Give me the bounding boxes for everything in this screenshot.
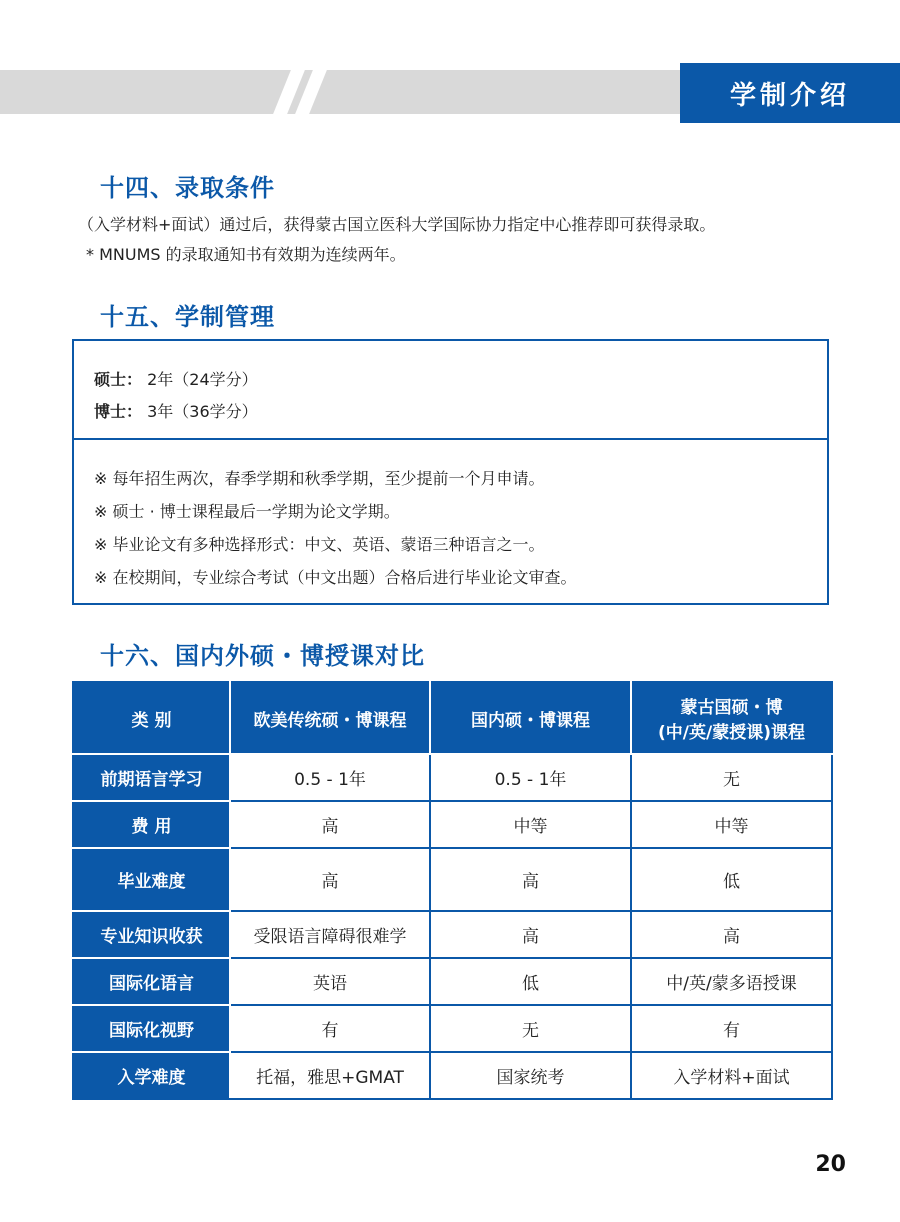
table-cell: 高 xyxy=(230,801,430,848)
header-band xyxy=(0,70,680,114)
comparison-table xyxy=(72,681,833,1100)
table-cell: 受限语言障碍很难学 xyxy=(230,911,430,958)
table-cell: 国家统考 xyxy=(430,1052,631,1099)
column-header: 类 别 xyxy=(73,682,230,754)
row-header: 专业知识收获 xyxy=(73,911,230,958)
heading-admission: 十四、录取条件 xyxy=(100,174,275,202)
column-header-line: 蒙古国硕・博 xyxy=(680,698,783,718)
table-cell: 无 xyxy=(631,754,832,801)
row-header: 国际化视野 xyxy=(73,1005,230,1052)
master-label: 硕士： xyxy=(94,370,143,389)
table-row xyxy=(73,848,832,911)
table-cell: 高 xyxy=(230,848,430,911)
row-header: 毕业难度 xyxy=(73,848,230,911)
doctor-duration xyxy=(94,399,258,422)
table-cell: 中等 xyxy=(631,801,832,848)
note-line: ※ 硕士 · 博士课程最后一学期为论文学期。 xyxy=(94,502,400,521)
note-line: ※ 毕业论文有多种选择形式：中文、英语、蒙语三种语言之一。 xyxy=(94,535,545,554)
doctor-value: 3年（36学分） xyxy=(142,402,258,421)
table-cell: 高 xyxy=(430,848,631,911)
academic-system-box xyxy=(72,339,829,605)
table-cell: 入学材料+面试 xyxy=(631,1052,832,1099)
table-cell: 低 xyxy=(430,958,631,1005)
table-cell: 有 xyxy=(230,1005,430,1052)
table-cell: 英语 xyxy=(230,958,430,1005)
master-duration xyxy=(94,367,258,390)
master-value: 2年（24学分） xyxy=(142,370,258,389)
table-cell: 低 xyxy=(631,848,832,911)
table-header-row xyxy=(73,682,832,754)
note-line: ※ 在校期间，专业综合考试（中文出题）合格后进行毕业论文审查。 xyxy=(94,568,577,587)
table-cell: 高 xyxy=(631,911,832,958)
page-number: 20 xyxy=(815,1152,846,1177)
row-header: 入学难度 xyxy=(73,1052,230,1099)
row-header: 费 用 xyxy=(73,801,230,848)
admission-text: （入学材料+面试）通过后，获得蒙古国立医科大学国际协力指定中心推荐即可获得录取。 xyxy=(78,215,716,234)
row-header: 国际化语言 xyxy=(73,958,230,1005)
box-divider xyxy=(74,438,827,440)
note-line: ※ 每年招生两次，春季学期和秋季学期，至少提前一个月申请。 xyxy=(94,469,545,488)
table-row xyxy=(73,754,832,801)
column-header-line: (中/英/蒙授课)课程 xyxy=(658,723,805,743)
admission-note: * MNUMS 的录取通知书有效期为连续两年。 xyxy=(86,245,406,264)
table-row xyxy=(73,958,832,1005)
section-tab: 学制介绍 xyxy=(680,63,900,123)
table-row xyxy=(73,801,832,848)
table-cell: 有 xyxy=(631,1005,832,1052)
column-header: 国内硕・博课程 xyxy=(430,682,631,754)
doctor-label: 博士： xyxy=(94,402,143,421)
table-cell: 0.5 - 1年 xyxy=(230,754,430,801)
table-cell: 无 xyxy=(430,1005,631,1052)
table-row xyxy=(73,1005,832,1052)
table-cell: 中/英/蒙多语授课 xyxy=(631,958,832,1005)
table-cell: 中等 xyxy=(430,801,631,848)
heading-academic-system: 十五、学制管理 xyxy=(100,303,275,331)
table-row xyxy=(73,911,832,958)
table-cell: 0.5 - 1年 xyxy=(430,754,631,801)
table-cell: 托福，雅思+GMAT xyxy=(230,1052,430,1099)
row-header: 前期语言学习 xyxy=(73,754,230,801)
heading-comparison: 十六、国内外硕・博授课对比 xyxy=(100,642,425,670)
table-row xyxy=(73,1052,832,1099)
column-header xyxy=(631,682,832,754)
column-header: 欧美传统硕・博课程 xyxy=(230,682,430,754)
table-cell: 高 xyxy=(430,911,631,958)
